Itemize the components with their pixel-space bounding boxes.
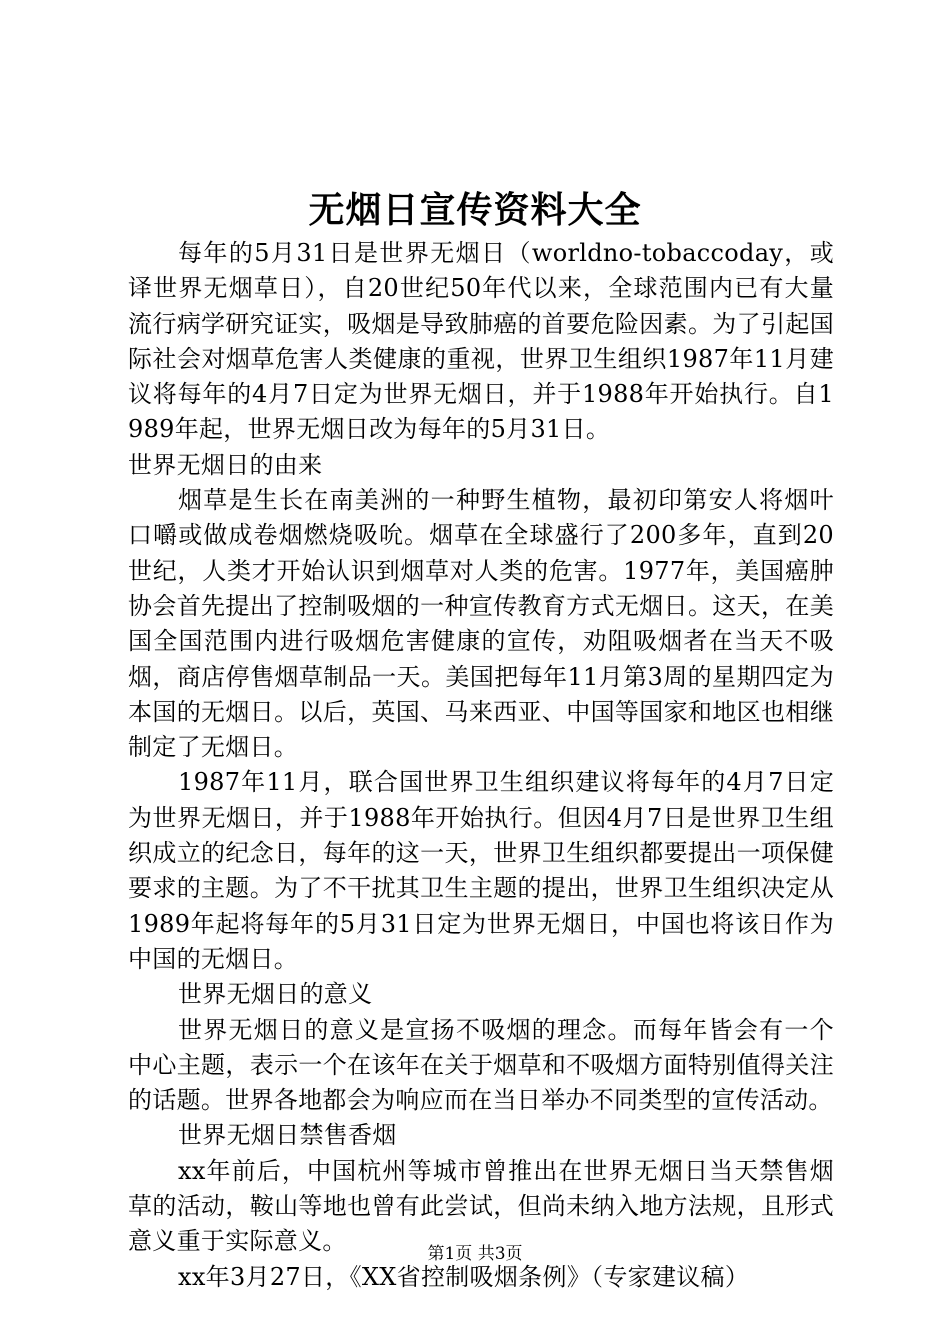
paragraph-ban: xx年前后，中国杭州等城市曾推出在世界无烟日当天禁售烟草的活动，鞍山等地也曾有此尝试，但尚未纳入地方法规，且形式意义重于实际意义。 — [128, 1156, 834, 1256]
paragraph-origin: 烟草是生长在南美洲的一种野生植物，最初印第安人将烟叶口嚼或做成卷烟燃烧吸吮。烟草在全球盛行了200多年，直到20世纪，人类才开始认识到烟草对人类的危害。1977年，美国癌肿协会首先提出了控制吸烟的一种宣传教育方式无烟日。这天，在美国全国范围内进行吸烟危害健康的宣传，劝阻吸烟者在当天不吸烟，商店停售烟草制品一天。美国把每年11月第3周的星期四定为本国的无烟日。以后，英国、马来西亚、中国等国家和地区也相继制定了无烟日。 — [128, 486, 834, 762]
paragraph-intro: 每年的5月31日是世界无烟日（worldno-tobaccoday，或译世界无烟草日），自20世纪50年代以来，全球范围内已有大量流行病学研究证实，吸烟是导致肺癌的首要危险因素。为了引起国际社会对烟草危害人类健康的重视，世界卫生组织1987年11月建议将每年的4月7日定为世界无烟日，并于1988年开始执行。自1989年起，世界无烟日改为每年的5月31日。 — [128, 239, 834, 444]
section-heading-ban: 世界无烟日禁售香烟 — [178, 1121, 397, 1150]
paragraph-who: 1987年11月，联合国世界卫生组织建议将每年的4月7日定为世界无烟日，并于1988年开始执行。但因4月7日是世界卫生组织成立的纪念日，每年的这一天，世界卫生组织都要提出一项保健要求的主题。为了不干扰其卫生主题的提出，世界卫生组织决定从1989年起将每年的5月31日定为世界无烟日，中国也将该日作为中国的无烟日。 — [128, 768, 834, 973]
document-title: 无烟日宣传资料大全 — [308, 189, 642, 231]
page-footer: 第1页 共3页 — [427, 1244, 523, 1264]
section-heading-meaning: 世界无烟日的意义 — [178, 980, 373, 1009]
section-heading-origin: 世界无烟日的由来 — [128, 450, 323, 479]
paragraph-meaning: 世界无烟日的意义是宣扬不吸烟的理念。而每年皆会有一个中心主题，表示一个在该年在关于烟草和不吸烟方面特别值得关注的话题。世界各地都会为响应而在当日举办不同类型的宣传活动。 — [128, 1015, 834, 1115]
document-body — [128, 236, 834, 1295]
paragraph-regulation: xx年3月27日，《XX省控制吸烟条例》（专家建议稿） — [178, 1262, 750, 1291]
